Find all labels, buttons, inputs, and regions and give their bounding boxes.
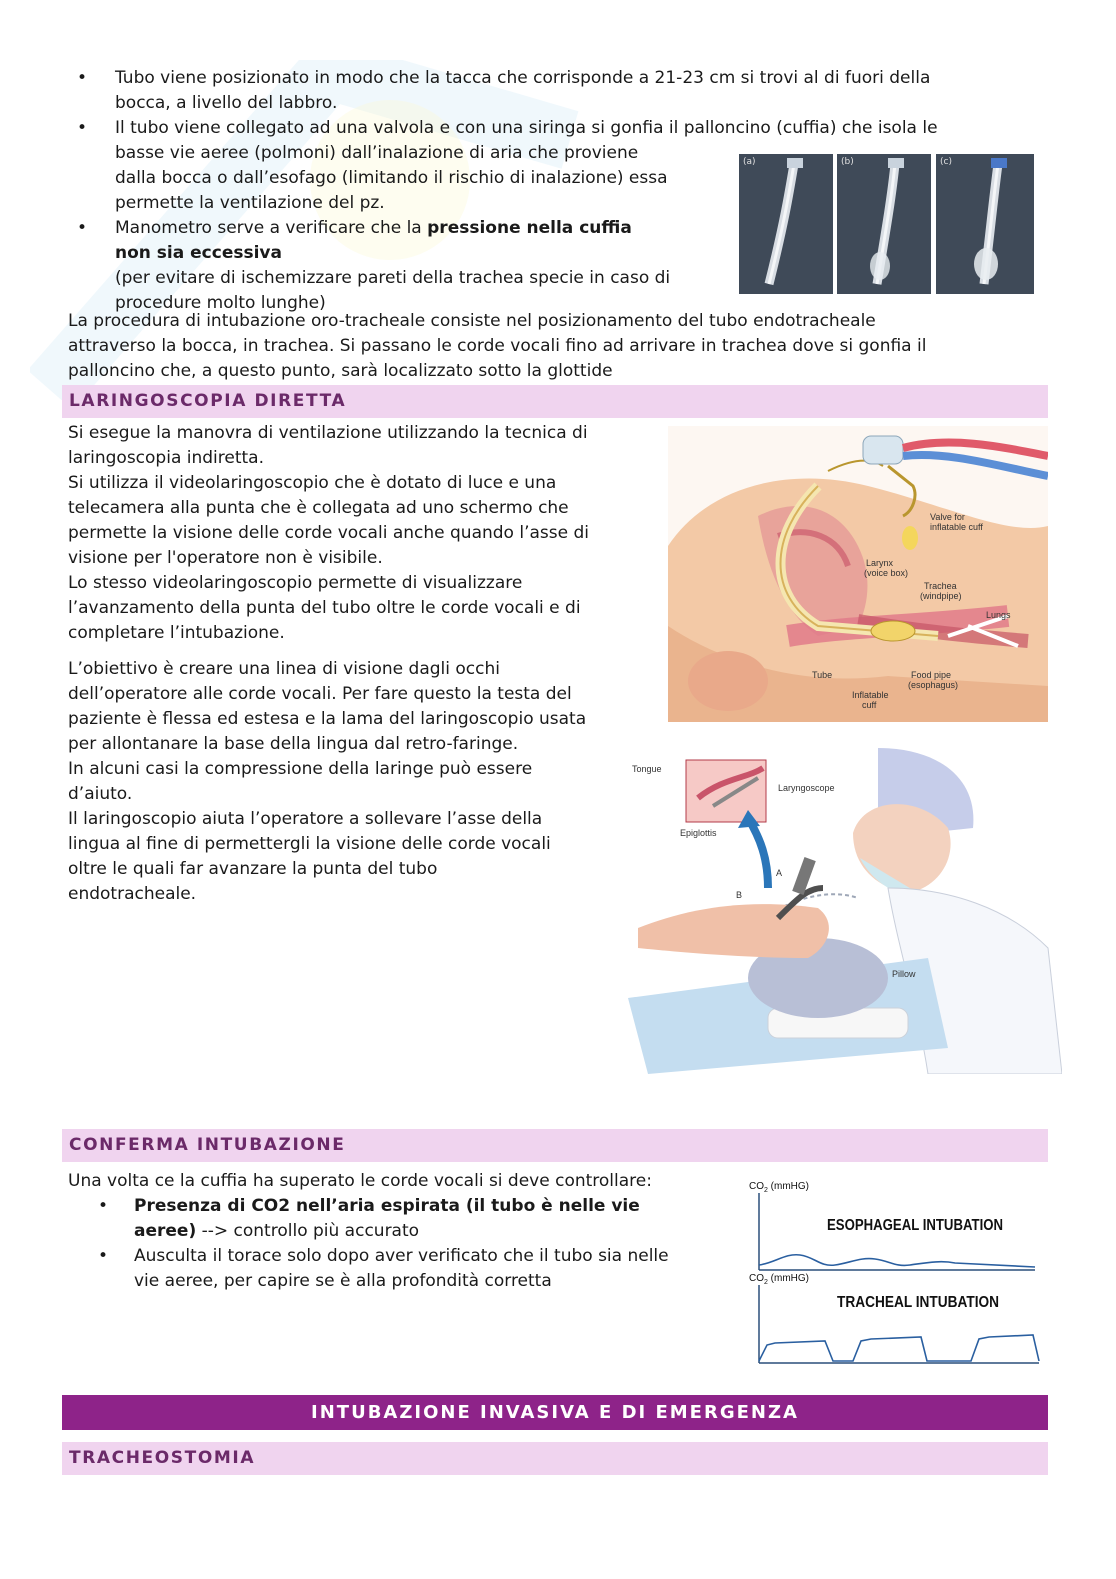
section-heading-laringoscopia: LARINGOSCOPIA DIRETTA xyxy=(62,385,1048,418)
label-food-pipe-2: (esophagus) xyxy=(908,680,959,690)
label-a: A xyxy=(776,868,783,878)
capnography-comparison-figure xyxy=(745,1175,1045,1367)
bullet-line: permette la ventilazione del pz. xyxy=(115,193,385,213)
section-heading-conferma: CONFERMA INTUBAZIONE xyxy=(62,1129,1048,1162)
co2-bold: Presenza di CO2 nell’aria espirata (il tubo è nelle vie xyxy=(134,1196,640,1216)
bullet-dot: • xyxy=(77,118,88,138)
label-tongue: Tongue xyxy=(632,764,662,774)
bullet-line: dalla bocca o dall’esofago (limitando il rischio di inalazione) essa xyxy=(115,168,668,188)
conferma-intro: Una volta ce la cuffia ha superato le corde vocali si deve controllare: xyxy=(68,1171,652,1191)
tube-photo-a xyxy=(739,154,833,294)
paragraph-line: attraverso la bocca, in trachea. Si passano le corde vocali fino ad arrivare in trachea dove si gonfia il xyxy=(68,336,927,356)
paragraph-line: lingua al fine di permettergli la visione delle corde vocali xyxy=(68,834,551,854)
tracheal-waveform xyxy=(759,1335,1039,1361)
photo-label: (b) xyxy=(841,157,854,167)
manometer-bold-2: non sia eccessiva xyxy=(115,243,282,263)
laringoscopia-para2 xyxy=(68,657,648,907)
bullet-dot: • xyxy=(77,68,88,88)
tube-photo-c xyxy=(936,154,1034,294)
photo-label: (c) xyxy=(940,157,952,167)
co2-text: --> controllo più accurato xyxy=(196,1221,420,1241)
bullet-dot: • xyxy=(98,1196,109,1216)
tube-photo-b xyxy=(837,154,931,294)
label-cuff-2: cuff xyxy=(862,700,877,710)
bullet-line xyxy=(134,1219,734,1244)
paragraph-line: per allontanare la base della lingua dal retro-faringe. xyxy=(68,734,519,754)
bullet-dot: • xyxy=(98,1246,109,1266)
laringoscopia-para1 xyxy=(68,421,648,646)
label-food-pipe: Food pipe xyxy=(911,670,952,680)
bullet-line: basse vie aeree (polmoni) dall’inalazione di aria che proviene xyxy=(115,143,639,163)
label-trachea-2: (windpipe) xyxy=(920,591,962,601)
bullet-line: Ausculta il torace solo dopo aver verificato che il tubo sia nelle xyxy=(134,1246,669,1266)
co2-axis-label-bottom: $CO_2$ (mmHG) xyxy=(749,1273,810,1286)
endotracheal-tube-photos xyxy=(739,154,1034,294)
bullet-line: procedure molto lunghe) xyxy=(115,293,326,313)
paragraph-line: In alcuni casi la compressione della laringe può essere xyxy=(68,759,533,779)
label-larynx: Larynx xyxy=(866,558,894,568)
label-b: B xyxy=(736,890,743,900)
intubation-anatomy-illustration xyxy=(668,426,1048,722)
bullet-co2 xyxy=(98,1194,734,1244)
manometer-text: Manometro serve a verificare che la xyxy=(115,218,428,238)
bullet-line: bocca, a livello del labbro. xyxy=(115,93,338,113)
manometer-bold: pressione nella cuffia xyxy=(427,218,632,238)
label-pillow: Pillow xyxy=(892,969,916,979)
label-valve-2: inflatable cuff xyxy=(930,522,983,532)
paragraph-line: La procedura di intubazione oro-tracheale consiste nel posizionamento del tubo endotracheale xyxy=(68,311,876,331)
bullet-line: Il tubo viene collegato ad una valvola e con una siringa si gonfia il palloncino (cuffia) che isola le xyxy=(115,118,938,138)
label-larynx-2: (voice box) xyxy=(864,568,909,578)
paragraph-line: oltre le quali far avanzare la punta del tubo xyxy=(68,859,438,879)
paragraph-line: L’obiettivo è creare una linea di visione dagli occhi xyxy=(68,659,500,679)
chapter-banner: INTUBAZIONE INVASIVA E DI EMERGENZA xyxy=(62,1395,1048,1430)
paragraph-line: Si utilizza il videolaringoscopio che è dotato di luce e una xyxy=(68,473,557,493)
section-heading-tracheostomia: TRACHEOSTOMIA xyxy=(62,1442,1048,1475)
paragraph-line: Si esegue la manovra di ventilazione utilizzando la tecnica di xyxy=(68,423,588,443)
paragraph-line: Il laringoscopio aiuta l’operatore a sollevare l’asse della xyxy=(68,809,543,829)
bullet-line: (per evitare di ischemizzare pareti della trachea specie in caso di xyxy=(115,268,671,288)
esophageal-title: ESOPHAGEAL INTUBATION xyxy=(827,1217,1003,1234)
paragraph-line: palloncino che, a questo punto, sarà localizzato sotto la glottide xyxy=(68,361,613,381)
paragraph-line: d’aiuto. xyxy=(68,784,133,804)
co2-axis-label-top: $CO_2$ (mmHG) xyxy=(749,1181,810,1194)
bullet-line xyxy=(134,1194,734,1219)
bullet-dot: • xyxy=(77,218,88,238)
tube-icon xyxy=(739,154,833,294)
label-lungs: Lungs xyxy=(986,610,1011,620)
bullet-tube-position xyxy=(77,66,1045,116)
label-cuff: Inflatable xyxy=(852,690,889,700)
paragraph-line: laringoscopia indiretta. xyxy=(68,448,264,468)
label-trachea: Trachea xyxy=(924,581,957,591)
paragraph-line: completare l’intubazione. xyxy=(68,623,285,643)
tube-icon xyxy=(837,154,931,294)
co2-bold-2: aeree) xyxy=(134,1221,197,1241)
esophageal-waveform xyxy=(759,1255,1035,1267)
paragraph-line: dell’operatore alle corde vocali. Per fare questo la testa del xyxy=(68,684,572,704)
label-tube: Tube xyxy=(812,670,833,680)
conferma-bullet-list xyxy=(98,1194,734,1294)
intro-paragraph xyxy=(68,309,1048,384)
paragraph-line: visione per l'operatore non è visibile. xyxy=(68,548,383,568)
bullet-line: vie aeree, per capire se è alla profondità corretta xyxy=(134,1271,552,1291)
photo-label: (a) xyxy=(743,157,756,167)
paragraph-line: l’avanzamento della punta del tubo oltre le corde vocali e di xyxy=(68,598,581,618)
paragraph-line: Lo stesso videolaringoscopio permette di visualizzare xyxy=(68,573,523,593)
tube-icon xyxy=(936,154,1034,294)
label-laryngoscope: Laryngoscope xyxy=(778,783,835,793)
label-epiglottis: Epiglottis xyxy=(680,828,717,838)
label-valve: Valve for xyxy=(930,512,965,522)
paragraph-line: endotracheale. xyxy=(68,884,197,904)
paragraph-line: permette la visione delle corde vocali anche quando l’asse di xyxy=(68,523,589,543)
paragraph-line: paziente è flessa ed estesa e la lama del laringoscopio usata xyxy=(68,709,587,729)
bullet-line: Tubo viene posizionato in modo che la tacca che corrisponde a 21-23 cm si trovi al di fuori della xyxy=(115,68,931,88)
tracheal-title: TRACHEAL INTUBATION xyxy=(837,1294,999,1311)
bullet-ausculta xyxy=(98,1244,734,1294)
laryngoscopy-illustration xyxy=(628,748,1062,1074)
paragraph-line: telecamera alla punta che è collegata ad uno schermo che xyxy=(68,498,569,518)
